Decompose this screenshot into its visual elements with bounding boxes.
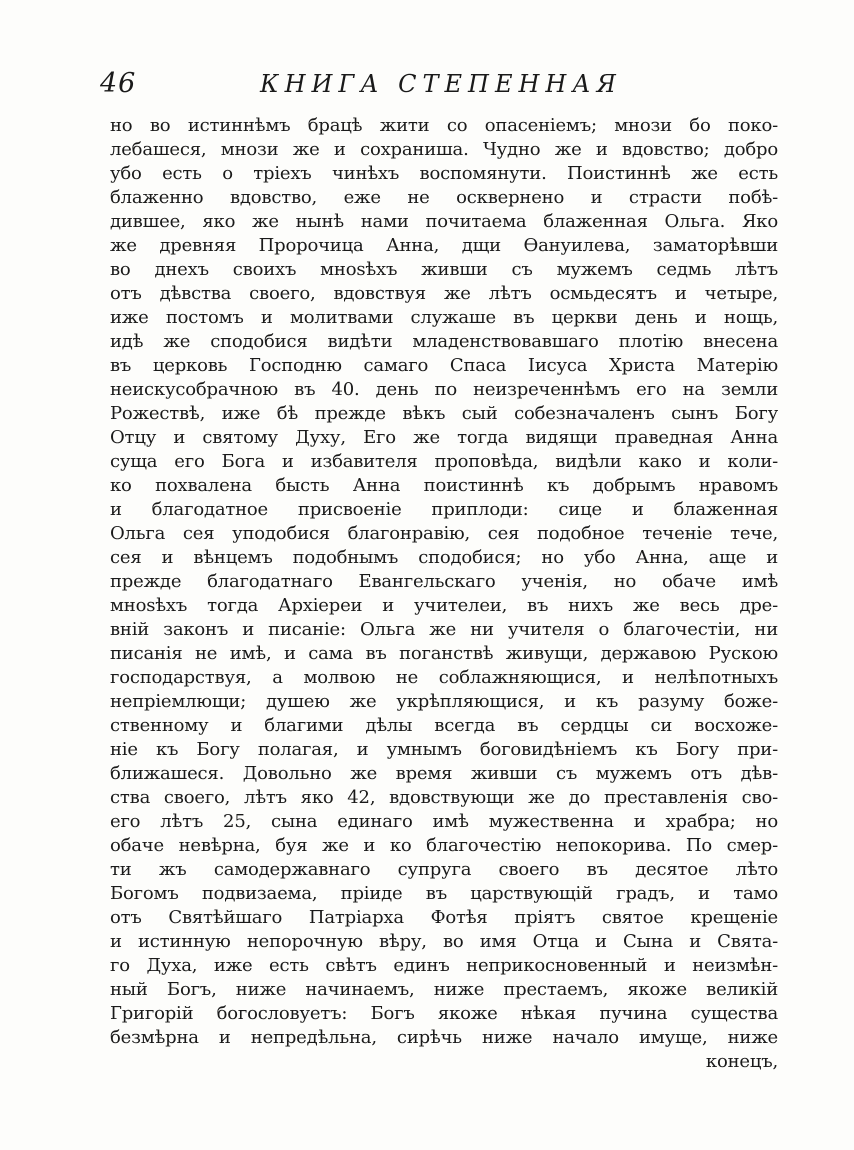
text-line: конецъ,: [705, 1051, 778, 1072]
text-line: ко похвалена бысть Анна поистиннѣ къ добрымъ нравомъ: [110, 475, 778, 496]
text-line: ти жъ самодержавнаго супруга своего въ десятое лѣто: [110, 859, 778, 880]
text-line: въ церковь Господню самаго Спаса Іисуса Христа Матерію: [110, 355, 778, 376]
text-line: и благодатное присвоеніе приплоди: сице и блаженная: [110, 499, 778, 520]
text-line: отъ дѣвства своего, вдовствуя же лѣтъ осмьдесятъ и четыре,: [110, 283, 778, 304]
text-line: вній законъ и писаніе: Ольга же ни учителя о благочестіи, ни: [110, 619, 778, 640]
text-line: писанія не имѣ, и сама въ поганствѣ живущи, державою Рускою: [110, 643, 778, 664]
text-line: сея и вѣнцемъ подобнымъ сподобися; но убо Анна, аще и: [110, 547, 778, 568]
text-line: безмѣрна и непредѣльна, сирѣчь ниже начало имуще, ниже: [110, 1027, 778, 1048]
text-line: господарствуя, а молвою не соблажняющися, и нелѣпотныхъ: [110, 667, 778, 688]
body-text: [110, 114, 778, 1074]
text-line: Богомъ подвизаема, пріиде въ царствующій градъ, и тамо: [110, 883, 778, 904]
text-line: отъ Святѣйшаго Патріарха Фотѣя пріятъ святое крещеніе: [110, 907, 778, 928]
text-line: и истинную непорочную вѣру, во имя Отца и Сына и Свята-: [110, 931, 778, 952]
text-line: идѣ же сподобися видѣти младенствовавшаго плотію внесена: [110, 331, 778, 352]
text-line: ный Богъ, ниже начинаемъ, ниже престаемъ, якоже великій: [110, 979, 778, 1000]
text-line: Рожествѣ, иже бѣ прежде вѣкъ сый собезначаленъ сынъ Богу: [110, 403, 778, 424]
text-line: его лѣтъ 25, сына единаго имѣ мужественна и храбра; но: [110, 811, 778, 832]
text-line: лебашеся, мнози же и сохраниша. Чудно же и вдовство; добро: [110, 139, 778, 160]
text-line: же древняя Пророчица Анна, дщи Ѳануилева, заматорѣвши: [110, 235, 778, 256]
text-line: но во истиннѣмъ брацѣ жити со опасеніемъ; мнози бо поко-: [110, 115, 778, 136]
text-line: прежде благодатнаго Евангельскаго ученія, но обаче имѣ: [110, 571, 778, 592]
text-line: ближашеся. Довольно же время живши съ мужемъ отъ дѣв-: [110, 763, 778, 784]
text-line: суща его Бога и избавителя проповѣда, видѣли како и коли-: [110, 451, 778, 472]
text-line: Отцу и святому Духу, Его же тогда видящи праведная Анна: [110, 427, 778, 448]
book-title: КНИГА СТЕПЕННАЯ: [260, 70, 622, 98]
text-line: убо есть о тріехъ чинѣхъ воспомянути. Поистиннѣ же есть: [110, 163, 778, 184]
text-line: Григорій богословуетъ: Богъ якоже нѣкая пучина существа: [110, 1003, 778, 1024]
text-line: дившее, яко же нынѣ нами почитаема блаженная Ольга. Яко: [110, 211, 778, 232]
text-line: неискусобрачною въ 40. день по неизреченнѣмъ его на земли: [110, 379, 778, 400]
running-head: [100, 66, 780, 106]
text-line: Ольга сея уподобися благонравію, сея подобное теченіе тече,: [110, 523, 778, 544]
text-line: ственному и благими дѣлы всегда въ сердцы си восхоже-: [110, 715, 778, 736]
text-line: непріемлющи; душею же укрѣпляющися, и къ разуму боже-: [110, 691, 778, 712]
text-line: ства своего, лѣтъ яко 42, вдовствующи же до преставленія сво-: [110, 787, 778, 808]
text-line: во днехъ своихъ мноѕѣхъ живши съ мужемъ седмь лѣтъ: [110, 259, 778, 280]
text-line: блаженно вдовство, еже не осквернено и страсти побѣ-: [110, 187, 778, 208]
text-line: мноѕѣхъ тогда Архіереи и учителеи, въ нихъ же весь дре-: [110, 595, 778, 616]
page-number: 46: [100, 68, 137, 99]
text-line: го Духа, иже есть свѣтъ единъ неприкосновенный и неизмѣн-: [110, 955, 778, 976]
text-line: обаче невѣрна, буя же и ко благочестію непокорива. По смер-: [110, 835, 778, 856]
text-line: ніе къ Богу полагая, и умнымъ боговидѣніемъ къ Богу при-: [110, 739, 778, 760]
text-line: иже постомъ и молитвами служаше въ церкви день и нощь,: [110, 307, 778, 328]
